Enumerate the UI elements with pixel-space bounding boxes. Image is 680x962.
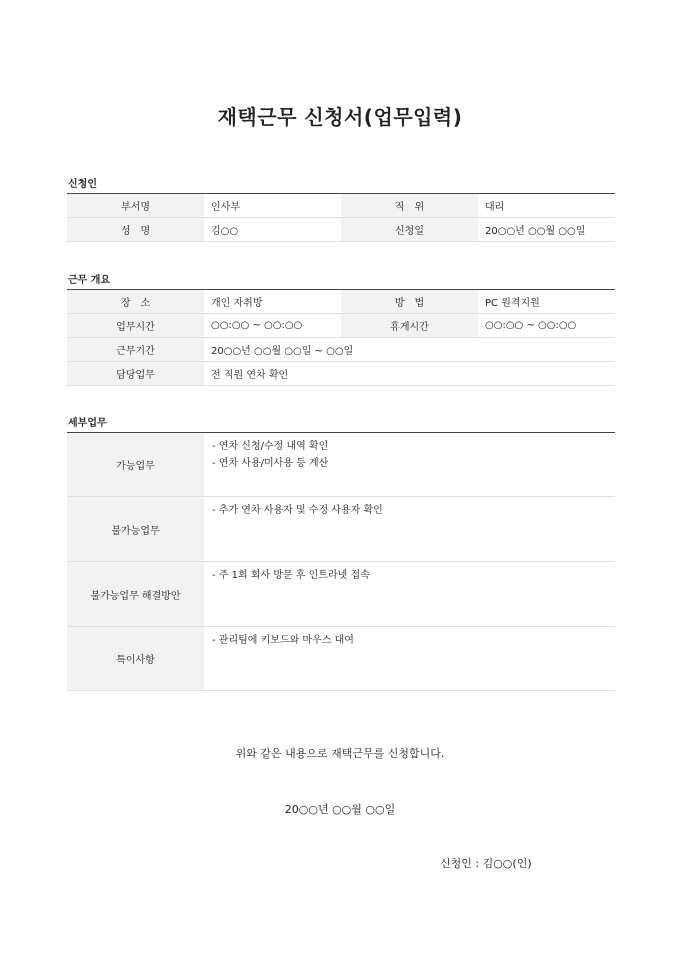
work-period-value: 20○○년 ○○월 ○○일 ~ ○○일 <box>204 338 615 362</box>
table-row <box>67 218 615 242</box>
table-row <box>67 314 615 338</box>
table-row <box>67 338 615 362</box>
task-line: - 주 1회 회사 방문 후 인트라넷 접속 <box>212 570 370 581</box>
solution-label: 불가능업무 해결방안 <box>67 562 204 627</box>
department-label: 부서명 <box>67 194 204 218</box>
section-heading-overview: 근무 개요 <box>68 275 111 286</box>
place-value: 개인 자취방 <box>204 290 341 314</box>
work-hours-label: 업무시간 <box>67 314 204 338</box>
applicant-signature: 신청인 : 김○○(인) <box>440 857 532 870</box>
section-heading-details: 세부업무 <box>68 418 107 429</box>
department-value: 인사부 <box>204 194 341 218</box>
table-row <box>67 362 615 386</box>
remarks-label: 특이사항 <box>67 627 204 691</box>
impossible-tasks-label: 불가능업무 <box>67 497 204 562</box>
task-line: - 관리팀에 키보드와 마우스 대여 <box>212 635 354 646</box>
position-value: 대리 <box>478 194 615 218</box>
work-hours-value: ○○:○○ ~ ○○:○○ <box>204 314 341 338</box>
impossible-tasks-value <box>204 497 615 562</box>
remarks-value <box>204 627 615 691</box>
solution-value <box>204 562 615 627</box>
place-label: 장 소 <box>67 290 204 314</box>
table-row <box>67 627 615 691</box>
task-line: - 연차 사용/미사용 등 계산 <box>212 458 329 469</box>
application-date-label: 신청일 <box>341 218 478 242</box>
break-time-value: ○○:○○ ~ ○○:○○ <box>478 314 615 338</box>
task-line: - 추가 연차 사용자 및 수정 사용자 확인 <box>212 505 383 516</box>
application-date-value: 20○○년 ○○월 ○○일 <box>478 218 615 242</box>
name-value: 김○○ <box>204 218 341 242</box>
break-time-label: 휴게시간 <box>341 314 478 338</box>
closing-statement: 위와 같은 내용으로 재택근무를 신청합니다. <box>235 747 445 760</box>
duty-label: 담당업무 <box>67 362 204 386</box>
table-row <box>67 497 615 562</box>
section-heading-applicant: 신청인 <box>68 179 97 190</box>
document-title: 재택근무 신청서(업무입력) <box>217 105 463 129</box>
name-label: 성 명 <box>67 218 204 242</box>
overview-table <box>67 289 615 386</box>
method-value: PC 원격지원 <box>478 290 615 314</box>
work-period-label: 근무기간 <box>67 338 204 362</box>
possible-tasks-label: 가능업무 <box>67 433 204 497</box>
details-table <box>67 432 615 691</box>
method-label: 방 법 <box>341 290 478 314</box>
possible-tasks-value <box>204 433 615 497</box>
table-row <box>67 562 615 627</box>
table-row <box>67 433 615 497</box>
table-row <box>67 290 615 314</box>
table-row <box>67 194 615 218</box>
closing-date: 20○○년 ○○월 ○○일 <box>284 803 396 816</box>
duty-value: 전 직원 연차 확인 <box>204 362 615 386</box>
task-line: - 연차 신청/수정 내역 확인 <box>212 441 329 452</box>
position-label: 직 위 <box>341 194 478 218</box>
applicant-table <box>67 193 615 242</box>
